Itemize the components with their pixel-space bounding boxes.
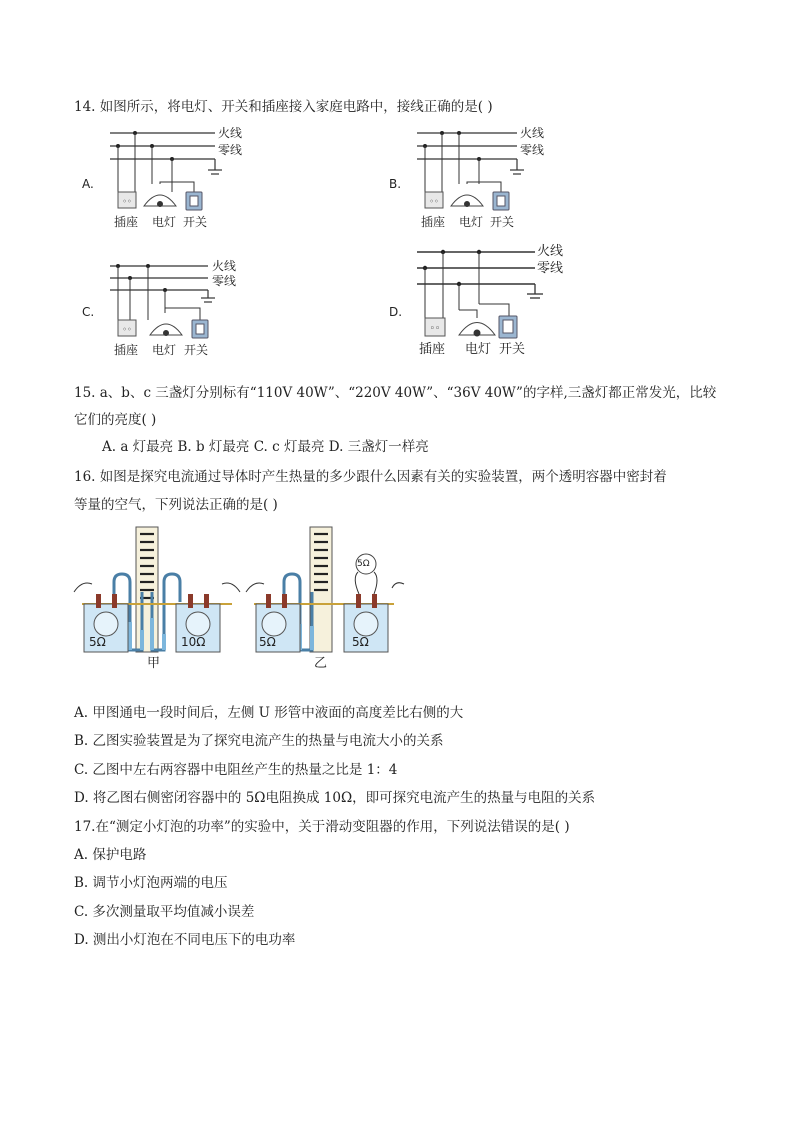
q17-option-d: D. 测出小灯泡在不同电压下的电功率: [74, 932, 296, 948]
q17-option-c: C. 多次测量取平均值减小误差: [74, 904, 255, 920]
live-wire-label: 火线: [520, 126, 545, 140]
socket-label: 插座: [114, 215, 139, 229]
right-resistor-label: 10Ω: [181, 635, 206, 649]
q16-option-c: C. 乙图中左右两容器中电阻丝产生的热量之比是 1：4: [74, 762, 398, 778]
option-letter: D.: [389, 305, 403, 319]
svg-text:◦◦: ◦◦: [429, 324, 441, 334]
neutral-wire-label: 零线: [212, 274, 237, 288]
q14-option-d: [387, 244, 587, 368]
left-resistor-label: 5Ω: [259, 635, 276, 649]
q16-figure-jia: [72, 522, 242, 671]
neutral-wire-label: 零线: [537, 261, 564, 276]
option-letter: A.: [82, 177, 94, 191]
q16-option-a: A. 甲图通电一段时间后，左侧 U 形管中液面的高度差比右侧的大: [74, 705, 464, 721]
q15-options: A. a 灯最亮 B. b 灯最亮 C. c 灯最亮 D. 三盏灯一样亮: [102, 439, 429, 455]
q14-stem: 14. 如图所示，将电灯、开关和插座接入家庭电路中，接线正确的是( ): [74, 99, 493, 115]
q17-option-b: B. 调节小灯泡两端的电压: [74, 875, 228, 891]
option-letter: C.: [82, 305, 95, 319]
lamp-label: 电灯: [152, 343, 177, 357]
svg-text:◦◦: ◦◦: [429, 197, 439, 206]
q16-option-b: B. 乙图实验装置是为了探究电流产生的热量与电流大小的关系: [74, 733, 444, 749]
lamp-label: 电灯: [152, 215, 177, 229]
switch-label: 开关: [184, 343, 209, 357]
lamp-label: 电灯: [459, 215, 484, 229]
switch-icon: [497, 196, 505, 206]
neutral-wire-label: 零线: [218, 143, 243, 157]
q14-option-b: [387, 126, 567, 235]
live-wire-label: 火线: [537, 244, 564, 259]
switch-icon: [503, 320, 513, 333]
q14-option-c: [80, 258, 260, 362]
q14-option-a: [80, 126, 260, 235]
switch-icon: [190, 196, 198, 206]
option-letter: B.: [389, 177, 402, 191]
switch-label: 开关: [183, 215, 208, 229]
figure-caption: 甲: [147, 656, 161, 671]
svg-text:◦◦: ◦◦: [122, 325, 132, 334]
socket-label: 插座: [114, 343, 139, 357]
q16-stem-line2: 等量的空气，下列说法正确的是( ): [74, 497, 278, 513]
switch-label: 开关: [490, 215, 515, 229]
neutral-wire-label: 零线: [520, 143, 545, 157]
switch-label: 开关: [499, 342, 526, 357]
left-resistor-label: 5Ω: [89, 635, 106, 649]
q15-stem-line2: 它们的亮度( ): [74, 412, 157, 428]
parallel-resistor-label: 5Ω: [357, 559, 370, 569]
q17-option-a: A. 保护电路: [74, 847, 147, 863]
q17-stem: 17.在“测定小灯泡的功率”的实验中，关于滑动变阻器的作用，下列说法错误的是( ): [74, 819, 570, 835]
switch-icon: [196, 324, 204, 334]
live-wire-label: 火线: [212, 259, 237, 273]
socket-label: 插座: [419, 342, 446, 357]
right-resistor-label: 5Ω: [352, 635, 369, 649]
svg-text:◦◦: ◦◦: [122, 197, 132, 206]
lamp-label: 电灯: [465, 342, 492, 357]
q16-stem-line1: 16. 如图是探究电流通过导体时产生热量的多少跟什么因素有关的实验装置，两个透明容器中密封着: [74, 469, 667, 485]
live-wire-label: 火线: [218, 126, 243, 140]
q16-option-d: D. 将乙图右侧密闭容器中的 5Ω电阻换成 10Ω，即可探究电流产生的热量与电阻的关系: [74, 790, 596, 806]
figure-caption: 乙: [314, 656, 328, 671]
q16-figure-yi: [244, 522, 414, 671]
socket-label: 插座: [421, 215, 446, 229]
q15-stem-line1: 15. a、b、c 三盏灯分别标有“110V 40W”、“220V 40W”、“36V 40W”的字样,三盏灯都正常发光，比较: [74, 385, 717, 401]
